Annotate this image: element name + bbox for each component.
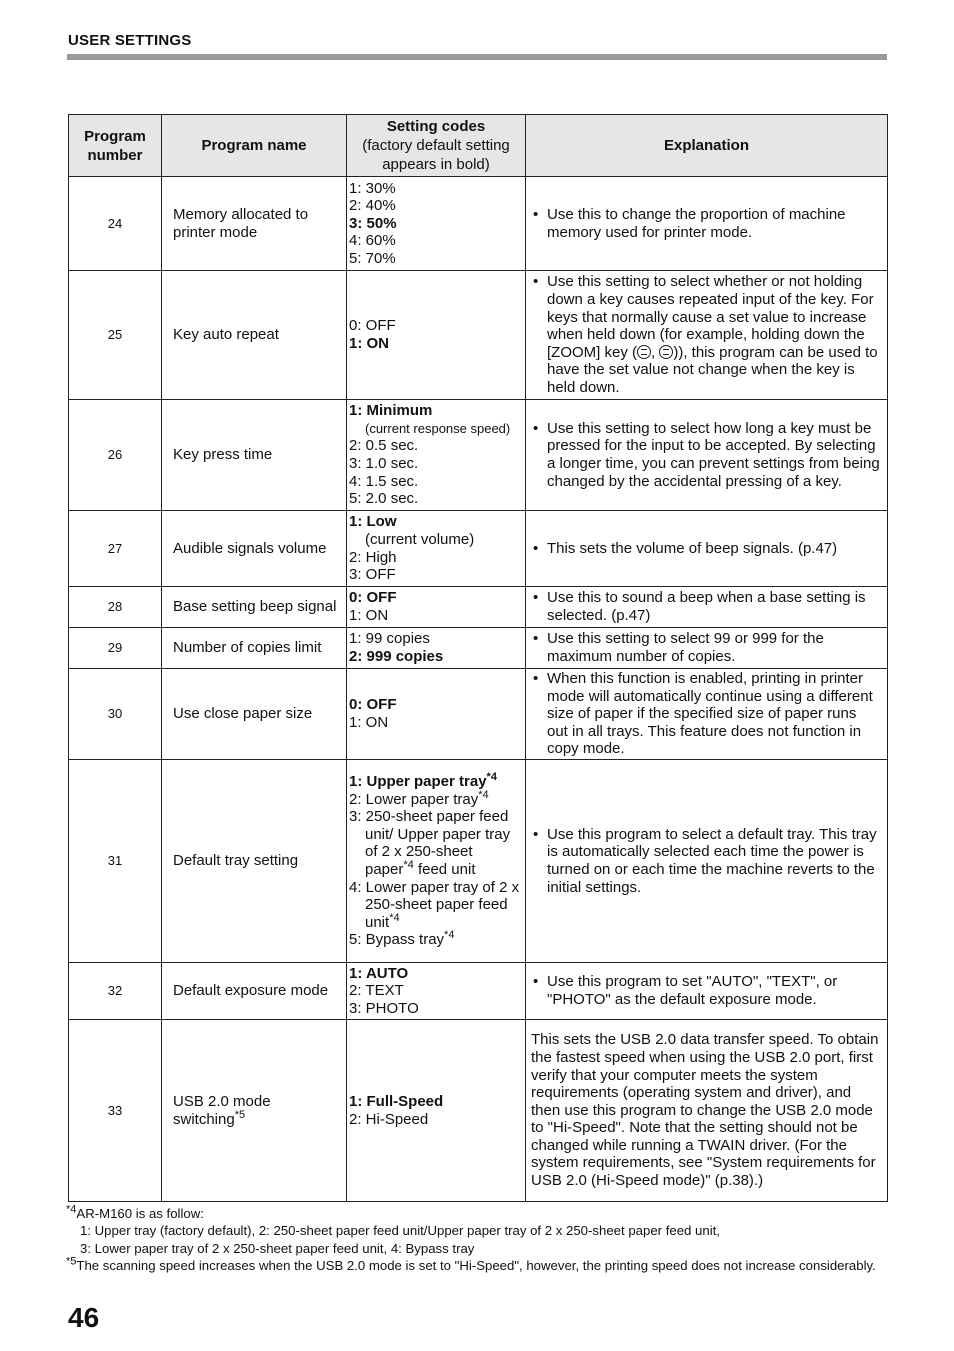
program-number: 25 <box>69 271 162 400</box>
program-name <box>162 400 347 511</box>
table-row <box>69 511 888 587</box>
footnote-4 <box>66 1205 896 1222</box>
footnote-5-text: The scanning speed increases when the USB 2.0 mode is set to "Hi-Speed", however, the printing speed does not increase considerably. <box>76 1258 876 1274</box>
explanation-text: )), this program can be used to have the set value not change when the key is held down. <box>547 343 878 396</box>
footnote-ref: *4 <box>389 911 400 924</box>
program-number: 30 <box>69 669 162 760</box>
program-name-text: Base setting beep signal <box>173 598 337 616</box>
footnote-4-line2: 1: Upper tray (factory default), 2: 250-sheet paper feed unit/Upper paper tray of 2 x 250-sheet paper feed unit, <box>80 1223 720 1239</box>
setting-code <box>349 180 523 198</box>
setting-code-text: 4: Lower paper tray of 2 x 250-sheet paper feed unit <box>349 878 520 931</box>
explanation <box>526 628 888 669</box>
explanation <box>526 271 888 400</box>
footnote-4-text: AR-M160 is as follow: <box>76 1206 204 1221</box>
setting-codes <box>347 669 526 760</box>
explanation <box>526 963 888 1020</box>
setting-code-text: 3: 1.0 sec. <box>349 455 419 472</box>
setting-code-text: 0: OFF <box>349 696 397 714</box>
setting-code-text: 2: Hi-Speed <box>349 1110 429 1128</box>
footnote-ref: *4 <box>486 771 497 784</box>
codes-header-subtitle: (factory default setting appears in bold) <box>362 137 510 173</box>
program-number: 27 <box>69 511 162 587</box>
setting-code <box>349 589 523 607</box>
program-name <box>162 669 347 760</box>
setting-code-text: 0: OFF <box>349 317 396 335</box>
footnote-ref: *5 <box>234 1108 246 1121</box>
setting-codes <box>347 587 526 628</box>
codes-header-title: Setting codes <box>386 118 486 135</box>
program-name <box>162 177 347 271</box>
explanation <box>526 760 888 963</box>
footnote-4-mark: *4 <box>66 1203 77 1216</box>
table-body <box>69 177 888 1202</box>
page-number: 46 <box>68 1302 100 1333</box>
setting-code <box>349 965 523 983</box>
program-name-text: Key auto repeat <box>173 326 279 344</box>
explanation-item: • Use this to change the proportion of machine memory used for printer mode. <box>531 206 881 241</box>
footnote-ref: *4 <box>403 859 414 871</box>
explanation-list <box>531 630 881 665</box>
explanation-list <box>531 540 881 558</box>
explanation-text: , <box>651 343 660 361</box>
setting-code <box>349 879 523 932</box>
program-name <box>162 1020 347 1202</box>
program-name-text: Number of copies limit <box>173 639 322 657</box>
table-row <box>69 587 888 628</box>
setting-code <box>349 648 523 666</box>
setting-code <box>349 808 523 878</box>
setting-code <box>349 1093 523 1111</box>
column-header-name: Program name <box>162 115 347 177</box>
program-name-text: Use close paper size <box>173 705 313 723</box>
table-row <box>69 669 888 760</box>
setting-code <box>349 607 523 625</box>
zoom-up-key-icon <box>659 345 673 359</box>
table-row <box>69 760 888 963</box>
explanation-text: Use this setting to select whether or not holding down a key causes repeated input of the key. For keys that normally cause a set value to increase when held down (for example, holding down the [ZOOM] key ( <box>547 273 874 361</box>
setting-code <box>349 788 523 809</box>
setting-code-text: 1: AUTO <box>349 964 409 982</box>
setting-code-text: 1: ON <box>349 335 390 352</box>
program-number: 32 <box>69 963 162 1020</box>
explanation-text: This sets the USB 2.0 data transfer speed. To obtain the fastest speed when using the USB 2.0 port, first verify that your computer meets the system requirements (operating system and driver), and then use this program to change the USB 2.0 mode to "Hi-Speed". Note that the setting should not be changed while running a TWAIN driver. (For the system requirements, see "System requirements for USB 2.0 (Hi-Speed mode)" (p.38).) <box>531 1031 879 1190</box>
table-row <box>69 963 888 1020</box>
setting-code <box>349 335 523 353</box>
setting-code <box>349 250 523 268</box>
setting-codes <box>347 963 526 1020</box>
setting-code-text: (current response speed) <box>365 420 511 436</box>
program-name <box>162 963 347 1020</box>
setting-code-text: 2: 40% <box>349 197 396 215</box>
explanation-list <box>531 826 881 896</box>
setting-code-text: 1: Upper paper tray <box>349 773 487 791</box>
setting-codes <box>347 400 526 511</box>
program-name-text: Key press time <box>173 446 273 464</box>
column-header-number: Program number <box>69 115 162 177</box>
setting-code <box>349 455 523 473</box>
setting-code <box>349 437 523 455</box>
setting-codes <box>347 177 526 271</box>
setting-codes <box>347 271 526 400</box>
program-number: 33 <box>69 1020 162 1202</box>
setting-code <box>349 696 523 714</box>
program-name-text: Memory allocated to printer mode <box>173 205 309 241</box>
setting-code-text: 4: 1.5 sec. <box>349 472 419 490</box>
setting-code-text: 0: OFF <box>349 589 397 607</box>
table-row <box>69 271 888 400</box>
explanation <box>526 1020 888 1202</box>
setting-code <box>349 473 523 491</box>
header-rule <box>67 54 887 60</box>
table-row <box>69 1020 888 1202</box>
setting-code <box>349 549 523 567</box>
explanation-item: • Use this to sound a beep when a base setting is selected. (p.47) <box>531 589 881 624</box>
program-name <box>162 760 347 963</box>
explanation-item <box>531 273 881 396</box>
program-number: 29 <box>69 628 162 669</box>
explanation-item: • When this function is enabled, printing in printer mode will automatically continue using a different size of paper if the specified size of paper runs out in all trays. This feature does not function in copy mode. <box>531 670 881 758</box>
program-number: 28 <box>69 587 162 628</box>
program-number: 24 <box>69 177 162 271</box>
setting-code-text: 2: 999 copies <box>349 648 444 665</box>
explanation-list <box>531 273 881 396</box>
table-row <box>69 628 888 669</box>
setting-code <box>349 566 523 584</box>
explanation-item: • Use this program to set "AUTO", "TEXT", or "PHOTO" as the default exposure mode. <box>531 973 881 1008</box>
program-name-text: Default exposure mode <box>173 982 329 1000</box>
setting-code-text: 1: Full-Speed <box>349 1092 444 1110</box>
setting-code <box>349 490 523 508</box>
zoom-down-key-icon <box>637 345 651 359</box>
setting-code-text: 4: 60% <box>349 232 396 250</box>
explanation-list <box>531 420 881 490</box>
setting-code <box>349 931 523 949</box>
footnote-ref: *4 <box>444 929 455 942</box>
program-name-text: USB 2.0 mode switching <box>173 1092 271 1128</box>
program-name <box>162 271 347 400</box>
explanation <box>526 511 888 587</box>
program-name <box>162 511 347 587</box>
explanation-item: • This sets the volume of beep signals. (p.47) <box>531 540 881 558</box>
setting-code-text: 2: 0.5 sec. <box>349 437 419 455</box>
setting-code <box>349 773 523 791</box>
setting-code-text: 5: 2.0 sec. <box>349 490 419 508</box>
program-name <box>162 628 347 669</box>
setting-code <box>349 630 523 648</box>
setting-code-text: (current volume) <box>365 530 475 548</box>
explanation-list <box>531 973 881 1008</box>
setting-code <box>349 513 523 531</box>
setting-code <box>349 1111 523 1129</box>
setting-code <box>349 215 523 233</box>
program-number: 31 <box>69 760 162 963</box>
explanation <box>526 669 888 760</box>
explanation-item: • Use this setting to select 99 or 999 for the maximum number of copies. <box>531 630 881 665</box>
setting-code <box>349 197 523 215</box>
setting-code-text: 3: 250-sheet paper feed unit/ Upper paper tray of 2 x 250-sheet paper <box>349 808 511 878</box>
setting-code <box>349 402 523 420</box>
footnotes <box>66 1205 896 1275</box>
explanation-list <box>531 589 881 624</box>
footnote-5-mark: *5 <box>66 1255 77 1268</box>
table-row <box>69 177 888 271</box>
setting-code-tail: feed unit <box>413 861 476 878</box>
setting-code <box>349 420 523 438</box>
setting-code <box>349 232 523 250</box>
setting-codes <box>347 1020 526 1202</box>
setting-code <box>349 714 523 732</box>
user-settings-table <box>68 114 888 1202</box>
setting-code-text: 2: Lower paper tray <box>349 790 479 808</box>
program-name-text: Audible signals volume <box>173 539 327 557</box>
program-number: 26 <box>69 400 162 511</box>
explanation-list <box>531 670 881 758</box>
explanation-item: • Use this setting to select how long a key must be pressed for the input to be accepted. By selecting a longer time, you can prevent settings from being changed by the accidental pressing of a key. <box>531 420 881 490</box>
setting-code-text: 3: 50% <box>349 214 397 232</box>
explanation-item: • Use this program to select a default tray. This tray is automatically selected each time the power is turned on or each time the machine reverts to the initial settings. <box>531 826 881 896</box>
setting-code-text: 1: Minimum <box>349 402 433 420</box>
setting-code-text: 3: PHOTO <box>349 999 419 1017</box>
setting-code-text: 1: 99 copies <box>349 630 430 648</box>
setting-code-text: 5: Bypass tray <box>349 931 445 949</box>
setting-code-text: 3: OFF <box>349 566 396 584</box>
setting-codes <box>347 760 526 963</box>
setting-code-text: 2: High <box>349 548 397 566</box>
setting-code-text: 1: ON <box>349 714 389 731</box>
footnote-ref: *4 <box>478 788 489 801</box>
setting-codes <box>347 511 526 587</box>
setting-code <box>349 317 523 335</box>
setting-code <box>349 1000 523 1018</box>
column-header-explanation: Explanation <box>526 115 888 177</box>
footnote-5 <box>66 1257 896 1274</box>
setting-codes <box>347 628 526 669</box>
explanation <box>526 587 888 628</box>
explanation <box>526 177 888 271</box>
setting-code-text: 2: TEXT <box>349 982 404 1000</box>
explanation <box>526 400 888 511</box>
setting-code <box>349 982 523 1000</box>
column-header-codes <box>347 115 526 177</box>
setting-code <box>349 531 523 549</box>
setting-code-text: 1: 30% <box>349 179 396 197</box>
table-row <box>69 400 888 511</box>
footnote-4-line3: 3: Lower paper tray of 2 x 250-sheet paper feed unit, 4: Bypass tray <box>80 1240 475 1256</box>
setting-code-text: 1: Low <box>349 513 397 531</box>
setting-code-text: 1: ON <box>349 607 389 624</box>
program-name <box>162 587 347 628</box>
setting-code-text: 5: 70% <box>349 249 396 267</box>
explanation-list <box>531 206 881 241</box>
program-name-text: Default tray setting <box>173 852 299 870</box>
section-title: USER SETTINGS <box>68 32 192 49</box>
